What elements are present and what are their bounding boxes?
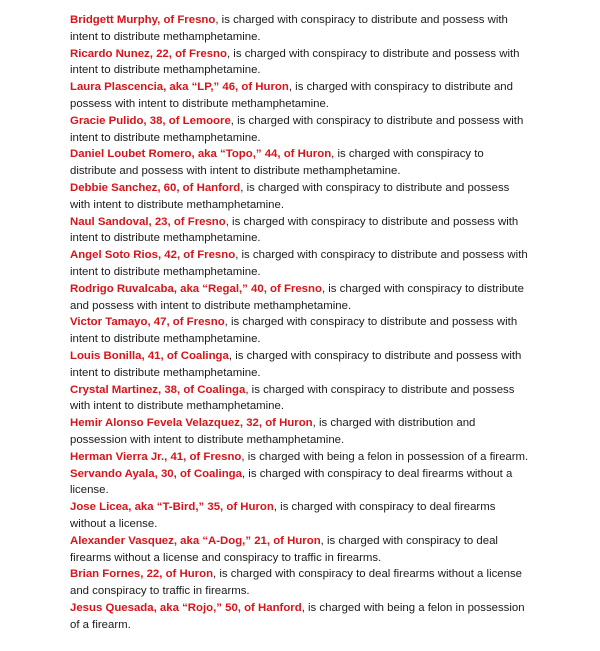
defendant-charge: , is charged with conspiracy to distribute and possess with intent to distribute methamphetamine. xyxy=(70,249,528,278)
defendant-charge: , is charged with conspiracy to distribute and possess with intent to distribute methamphetamine. xyxy=(70,282,524,312)
defendant-entry xyxy=(70,146,532,180)
defendant-name: Victor Tamayo, 47, of Fresno xyxy=(70,316,225,329)
defendant-entry xyxy=(70,214,532,248)
defendant-charge: , is charged with conspiracy to distribute and possess with intent to distribute methamphetamine. xyxy=(70,81,513,110)
defendant-entry xyxy=(70,79,532,113)
defendant-charge: , is charged with being a felon in possession of a firearm. xyxy=(241,450,529,463)
defendant-name: Louis Bonilla, 41, of Coalinga xyxy=(70,349,229,362)
defendant-entry xyxy=(70,415,532,449)
defendant-name: Alexander Vasquez, aka “A-Dog,” 21, of Huron xyxy=(70,534,321,547)
defendant-charge: , is charged with distribution and possession with intent to distribute methamphetamine. xyxy=(70,417,476,446)
defendant-name: Herman Vierra Jr., 41, of Fresno xyxy=(70,450,242,463)
defendant-name: Bridgett Murphy, of Fresno xyxy=(70,14,216,26)
defendant-entry xyxy=(70,533,532,567)
defendant-entry xyxy=(70,499,532,533)
defendant-entry xyxy=(70,247,532,281)
defendant-charge: , is charged with conspiracy to deal firearms without a license and conspiracy to traffic in firearms. xyxy=(70,568,523,598)
defendant-name: Debbie Sanchez, 60, of Hanford xyxy=(70,181,241,194)
defendant-entry xyxy=(70,566,532,600)
defendant-name: Crystal Martinez, 38, of Coalinga xyxy=(70,383,246,396)
defendant-charge: , is charged with conspiracy to distribute and possess with intent to distribute methamphetamine. xyxy=(70,114,524,144)
defendant-name: Servando Ayala, 30, of Coalinga xyxy=(70,467,242,480)
defendant-charge: , is charged with conspiracy to distribute and possess with intent to distribute methamphetamine. xyxy=(70,215,519,245)
defendant-entry xyxy=(70,449,532,466)
defendant-charge: , is charged with conspiracy to distribute and possess with intent to distribute methamphetamine. xyxy=(70,47,520,77)
defendant-name: Ricardo Nunez, 22, of Fresno xyxy=(70,47,227,60)
defendant-name: Jesus Quesada, aka “Rojo,” 50, of Hanford xyxy=(70,601,302,614)
defendant-entry xyxy=(70,12,532,46)
defendant-name: Laura Plascencia, aka “LP,” 46, of Huron xyxy=(70,81,289,94)
defendant-charge: , is charged with conspiracy to distribute and possess with intent to distribute methamphetamine. xyxy=(70,181,510,211)
defendant-charge: , is charged with being a felon in possession of a firearm. xyxy=(70,601,525,631)
defendant-entry xyxy=(70,281,532,315)
defendant-list xyxy=(70,12,532,633)
defendant-entry xyxy=(70,466,532,500)
defendant-name: Daniel Loubet Romero, aka “Topo,” 44, of Huron xyxy=(70,148,332,161)
defendant-name: Rodrigo Ruvalcaba, aka “Regal,” 40, of Fresno xyxy=(70,282,322,295)
defendant-charge: , is charged with conspiracy to deal firearms without a license and conspiracy to traffic in firearms. xyxy=(70,534,498,564)
defendant-entry xyxy=(70,180,532,214)
defendant-entry xyxy=(70,314,532,348)
defendant-charge: , is charged with conspiracy to distribute and possess with intent to distribute methamphetamine. xyxy=(70,148,484,178)
defendant-entry xyxy=(70,113,532,147)
defendant-charge: , is charged with conspiracy to distribute and possess with intent to distribute methamphetamine. xyxy=(70,349,522,379)
defendant-charge: , is charged with conspiracy to distribute and possess with intent to distribute methamphetamine. xyxy=(70,316,518,346)
defendant-entry xyxy=(70,348,532,382)
defendant-name: Angel Soto Rios, 42, of Fresno xyxy=(70,249,236,262)
defendant-name: Brian Fornes, 22, of Huron xyxy=(70,568,214,581)
defendant-charge: , is charged with conspiracy to deal firearms without a license. xyxy=(70,467,513,497)
defendant-entry xyxy=(70,46,532,80)
defendant-name: Gracie Pulido, 38, of Lemoore xyxy=(70,114,231,127)
defendant-name: Jose Licea, aka “T-Bird,” 35, of Huron xyxy=(70,501,274,514)
defendant-charge: , is charged with conspiracy to distribute and possess with intent to distribute methamphetamine. xyxy=(70,14,508,43)
defendant-entry xyxy=(70,600,532,634)
defendant-charge: , is charged with conspiracy to distribute and possess with intent to distribute methamphetamine. xyxy=(70,383,515,413)
defendant-name: Hemir Alonso Fevela Velazquez, 32, of Huron xyxy=(70,417,313,430)
defendant-charge: , is charged with conspiracy to deal firearms without a license. xyxy=(70,501,496,530)
defendant-entry xyxy=(70,382,532,416)
defendant-name: Naul Sandoval, 23, of Fresno xyxy=(70,215,226,228)
